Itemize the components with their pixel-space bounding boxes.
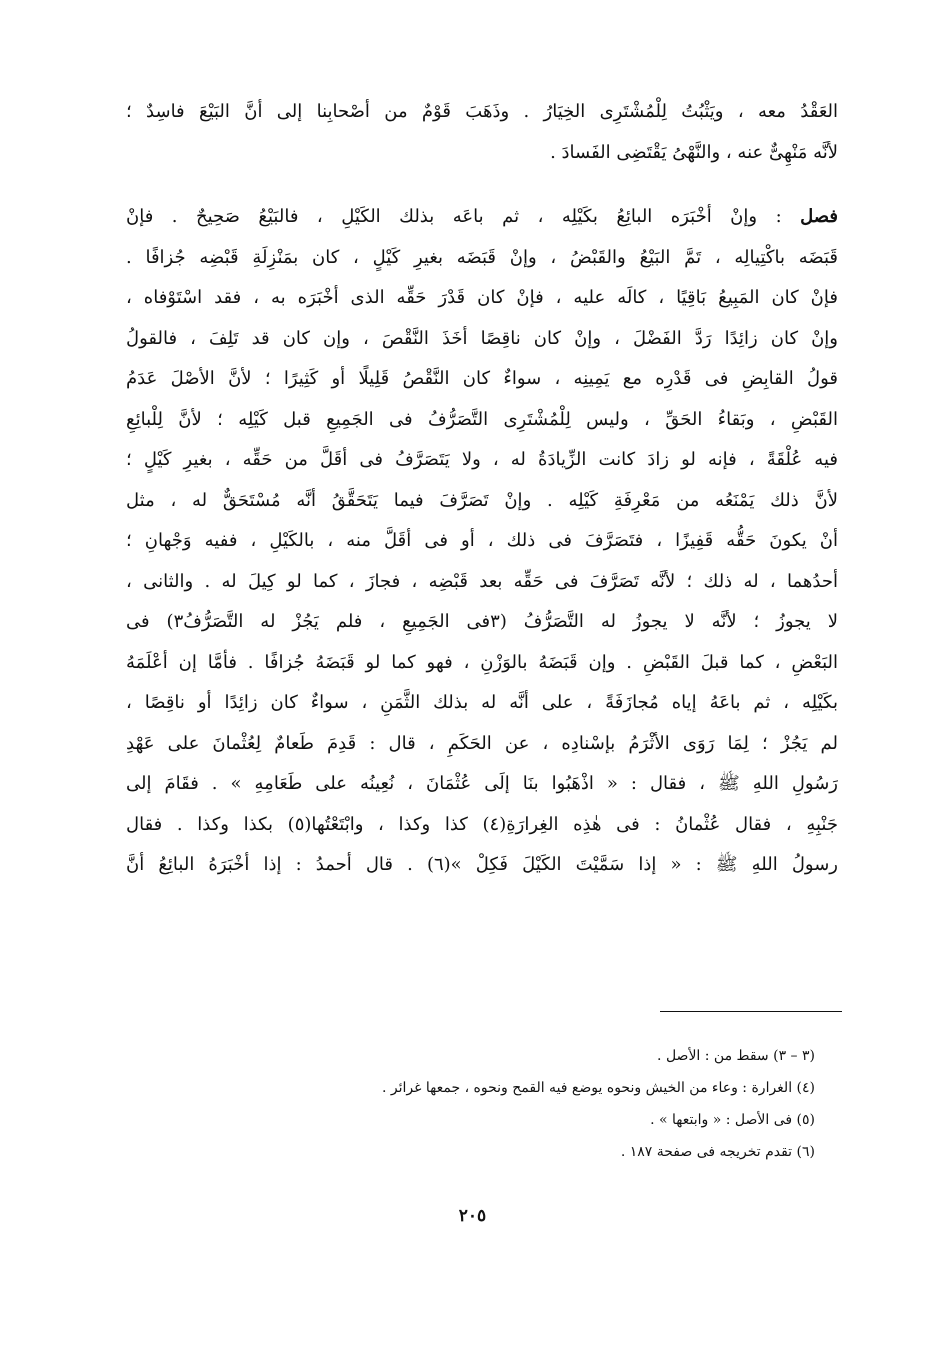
text-line [126,197,838,238]
footnotes [255,1040,815,1168]
text-line: لأنَّ ذلك يَمْنَعُه من مَعْرِفَةِ كَيْلِه . وإنْ تَصَرَّفَ فيما يَتَحَقَّقُ أنَّه مُسْتَحَقٌّ له ، مثل [126,489,838,511]
text-line: البَعْضِ ، كما قبلَ القَبْضِ . وإن قَبَضَهُ بالوَزْنِ ، فهو كما لو قَبَضَهُ جُزافًا . فأمَّا إن أعْلَمَهُ [126,651,838,673]
footnote: (٤) الغرارة : وعاء من الخيش ونحوه يوضع فيه القمح ونحوه ، جمعها غرائر . [381,1080,815,1096]
text-line: بكَيْلِه ، ثم باعَهُ إياه مُجازَفَةً ، على أنَّه له بذلك الثَّمَنِ ، سواءٌ كان زائِدًا أو ناقِصًا ، [126,692,838,713]
text-line: لا يجوزُ ؛ لأنَّه لا يجوزُ له التَّصَرُّفُ (٣فى الجَمِيعِ ، فلم يَجُزْ له التَّصَرُّفُ٣) فى [126,611,838,632]
main-text [126,92,838,886]
page-number: ٢٠٥ [458,1206,487,1226]
section-heading: فصل [800,206,838,227]
text-line: قَبَضَه باكْتِيالِه ، تَمَّ البَيْعُ والقَبْضُ ، وإنْ قَبَضَه بغيرِ كَيْلٍ ، كان بمَنْزِلَةِ قَبْضِه جُزافًا . [126,246,838,268]
text-line: فيه عُلْقَةً ، فإنه لو زادَ كانت الزِّيادَةُ له ، ولا يَتَصَرَّفُ فى أقَلَّ من حَقِّه ، بغيرِ كَيْلٍ ؛ [126,449,838,470]
text-line: لم يَجُزْ ؛ لِمَا رَوَى الأثْرَمُ بإسْنادِه ، عن الحَكَمِ ، قال : قَدِمَ طَعامٌ لِعُثْمانَ على عَهْدِ [126,732,838,754]
footnote-divider [660,1011,842,1012]
text-line: رَسُولِ اللهِ ﷺ ، فقال : « اذْهَبُوا بنَا إلَى عُثْمَانَ ، نُعِينُه على طَعَامِهِ » . فقَامَ إلى [126,773,838,794]
text-line: جَنْبِهِ ، فقال عُثْمانُ : فى هٰذِه الغِرارَةِ(٤) كذا وكذا ، وابْتَعْتُها(٥) بكذا وكذا . فقال [126,813,838,835]
text-line: العَقْدُ معه ، ويَثْبُتُ لِلْمُشْتَرِى الخِيَارُ . وذَهَبَ قَوْمٌ من أصْحابِنا إلى أنَّ البَيْعَ فاسِدٌ ؛ [126,101,838,122]
footnote: (٣ – ٣) سقط من : الأصل . [657,1048,815,1064]
paragraph-spacer [126,173,838,197]
text-line: لأنَّه مَنْهِىٌّ عنه ، والنَّهْىُ يَقْتَضِى الفَسادَ . [550,141,838,163]
text-line: القَبْضِ ، وبَقاءُ الحَقِّ ، وليس لِلْمُشْتَرِى التَّصَرُّفُ فى الجَمِيعِ قبل كَيْلِه ؛ لأنَّ لِلْبائِعِ [126,408,838,430]
text-line: فإنْ كان المَبِيعُ بَاقِيًا ، كالَه عليه ، فإنْ كان قَدْرَ حَقِّه الذى أخْبَرَه به ، فقد اسْتَوْفاه ، [126,287,838,308]
text-line: رسولُ اللهِ ﷺ : « إذا سَمَّيْتَ الكَيْلَ فَكِلْ »(٦) . قال أحمدُ : إذا أخْبَرَهُ البائِعُ أنَّ [126,854,838,875]
text-line: وإنْ كان زائِدًا رَدَّ الفَضْلَ ، وإنْ كان ناقِصًا أخَذَ النَّقْصَ ، وإن كان قد تَلِفَ ، فالقولُ [126,327,838,349]
text-line: قولُ القابِضِ فى قَدْرِه مع يَمِينِه ، سواءٌ كان النَّقْصُ قَلِيلًا أو كَثِيرًا ؛ لأنَّ الأصْلَ عَدَمُ [126,368,838,389]
text-line: أحدُهما ، له ذلك ؛ لأنَّه تَصَرَّفَ فى حَقِّه بعد قَبْضِه ، فجازَ ، كما لو كِيلَ له . والثانى ، [126,570,838,592]
text-line: أنْ يكونَ حَقُّه قَفِيزًا ، فتَصَرَّفَ فى ذلك ، أو فى أقَلَّ منه ، بالكَيْلِ ، ففيه وَجْهانِ ؛ [126,530,838,551]
footnote: (٥) فى الأصل : « وابتعها » . [650,1112,815,1128]
footnote: (٦) تقدم تخريجه فى صفحة ١٨٧ . [620,1144,815,1160]
heading-line-text: : وإنْ أخْبَرَه البائِعُ بكَيْلِه ، ثم باعَه بذلك الكَيْلِ ، فالبَيْعُ صَحِيحٌ . فإنْ [126,206,782,227]
